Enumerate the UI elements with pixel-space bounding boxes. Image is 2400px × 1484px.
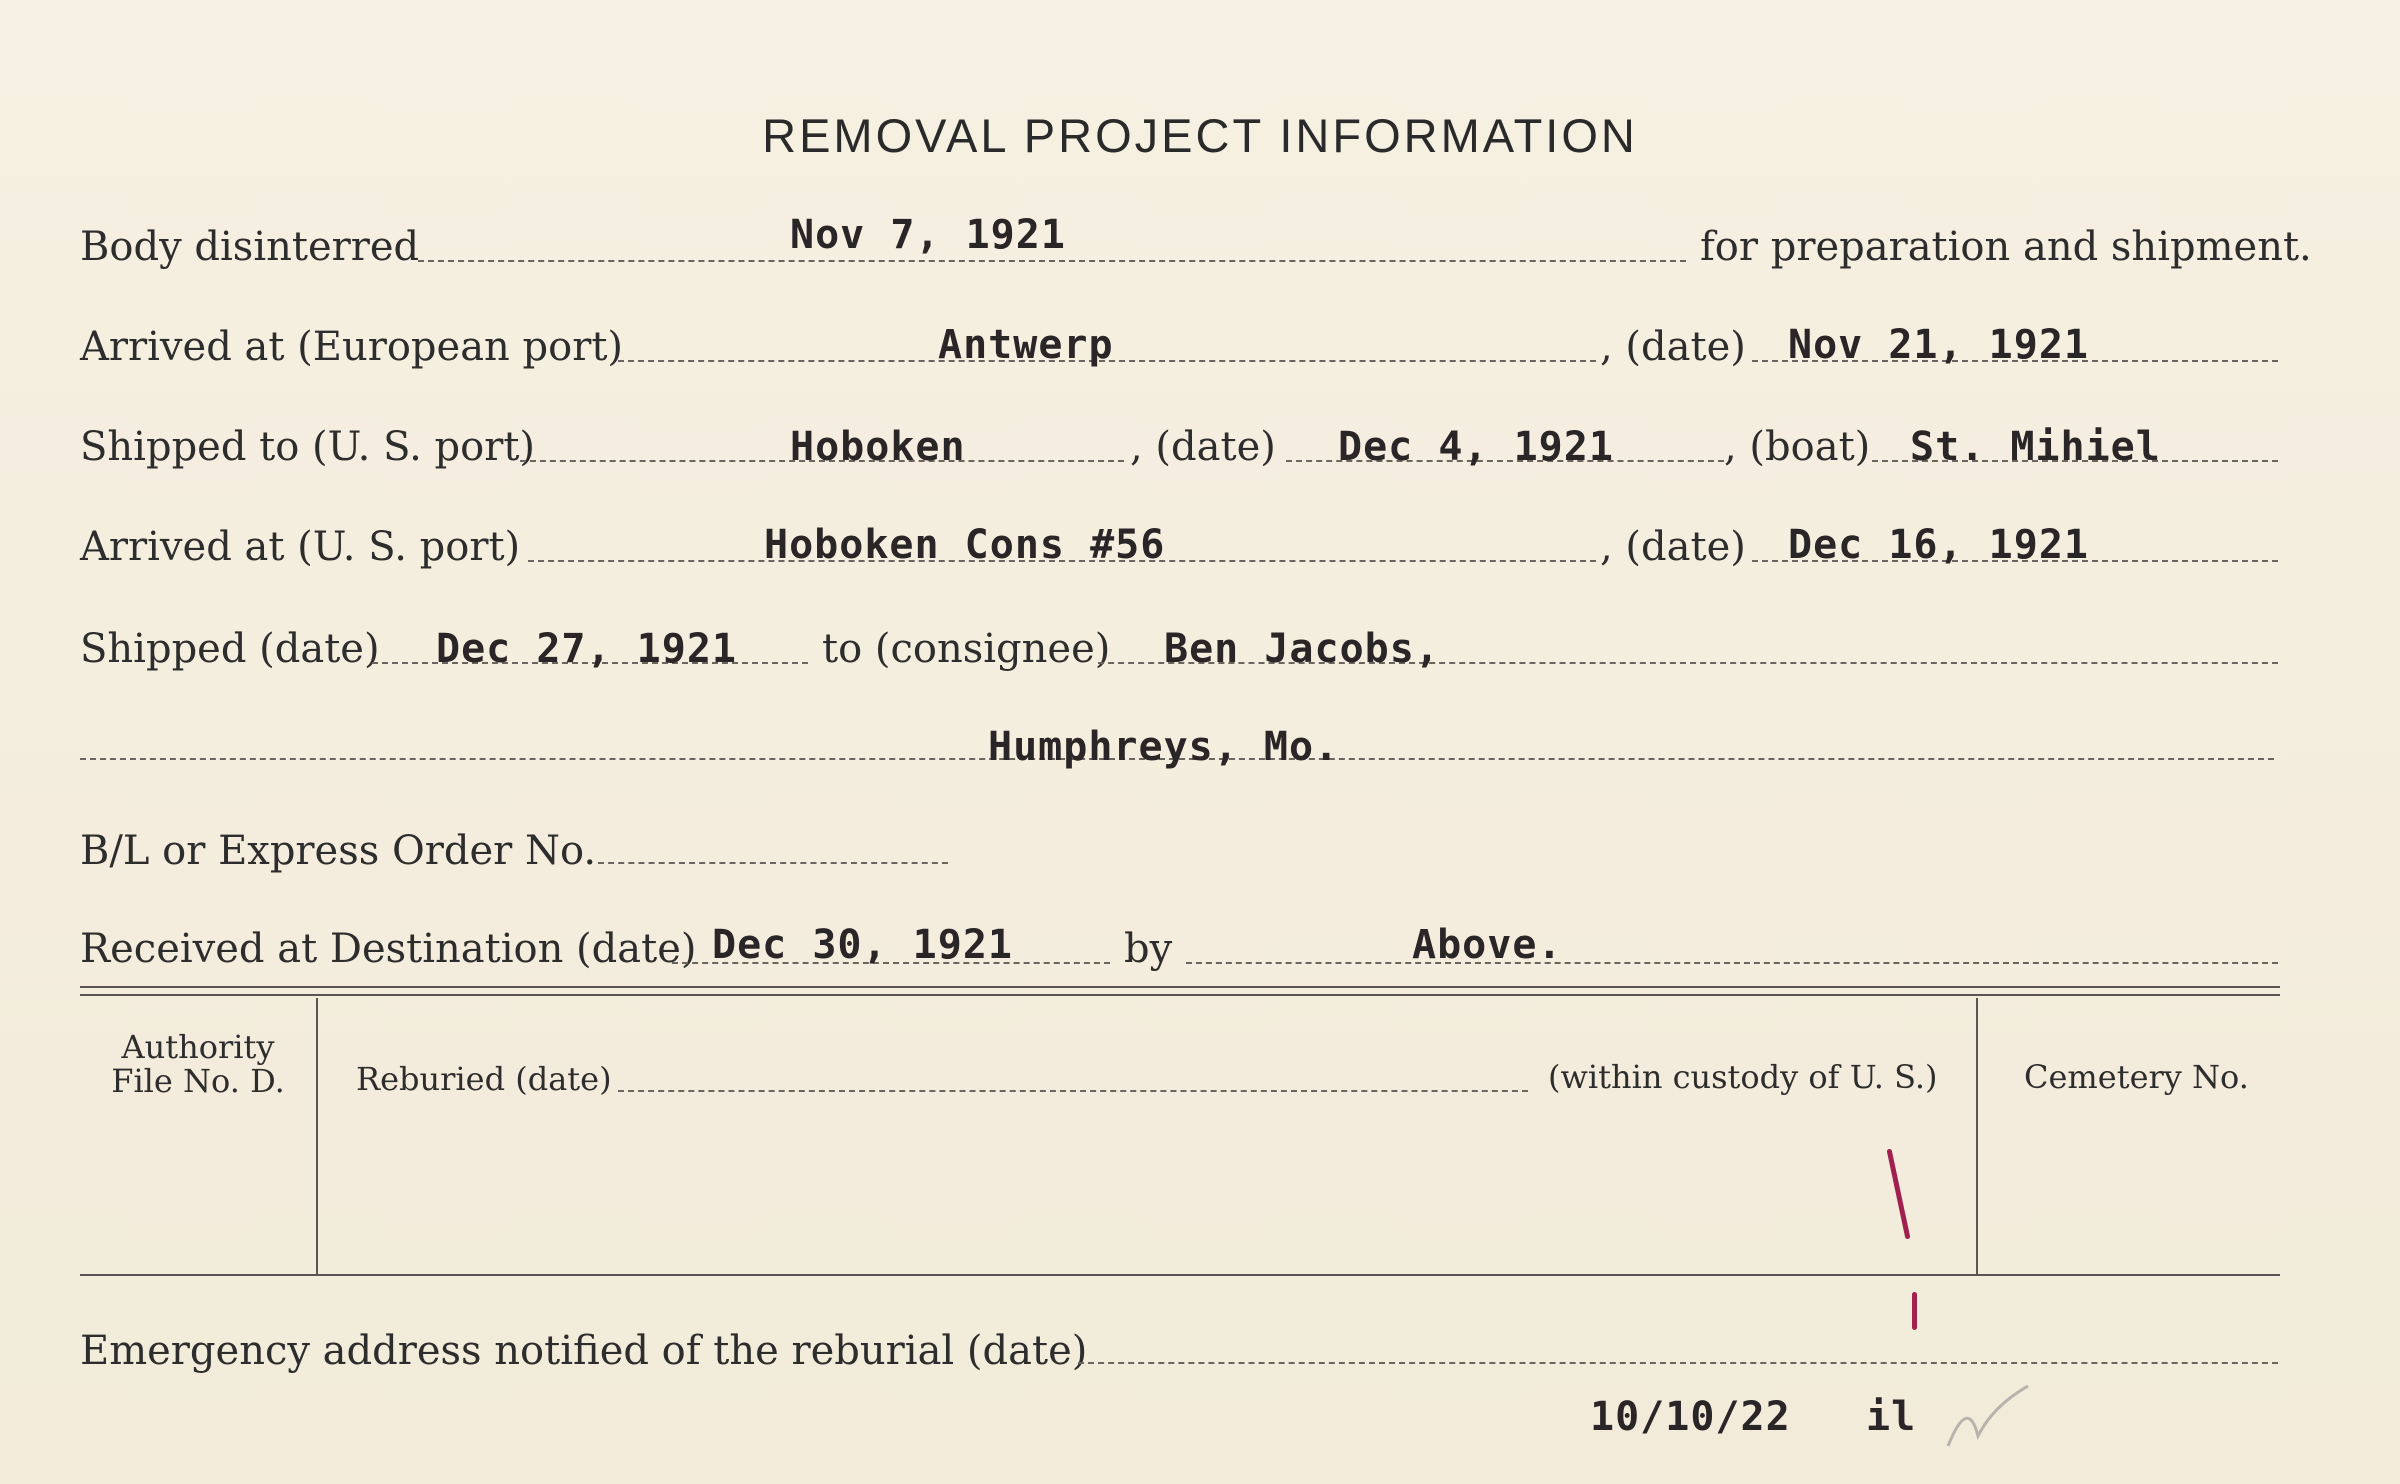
arrived-european-label: Arrived at (European port) xyxy=(80,324,624,370)
shipped-us-boat-label: , (boat) xyxy=(1724,424,1871,470)
box-bottom-line xyxy=(80,1274,2280,1276)
bl-order-label: B/L or Express Order No. xyxy=(80,828,597,874)
box-top-line-1 xyxy=(80,986,2280,988)
shipped-date-value: Dec 27, 1921 xyxy=(436,626,737,672)
arrived-european-date-value: Nov 21, 1921 xyxy=(1788,322,2089,368)
emergency-line xyxy=(1078,1362,2278,1364)
stamp-initials: il xyxy=(1866,1394,1917,1440)
arrived-european-value: Antwerp xyxy=(938,322,1114,368)
stamp-date: 10/10/22 xyxy=(1590,1394,1791,1440)
consignee-value: Ben Jacobs, xyxy=(1164,626,1440,672)
received-by-line xyxy=(1186,962,2278,964)
arrived-us-value: Hoboken Cons #56 xyxy=(764,522,1166,568)
pen-mark-1 xyxy=(1886,1148,1910,1239)
box-top-line-2 xyxy=(80,994,2280,996)
box-divider-left xyxy=(316,998,318,1274)
authority-label xyxy=(84,1030,312,1098)
authority-label-line-1: Authority xyxy=(121,1028,275,1066)
arrived-us-date-label: , (date) xyxy=(1600,524,1746,570)
authority-label-line-2: File No. D. xyxy=(111,1062,285,1100)
pen-mark-2 xyxy=(1912,1292,1917,1330)
body-disinterred-value: Nov 7, 1921 xyxy=(790,212,1066,258)
arrived-us-label: Arrived at (U. S. port) xyxy=(80,524,521,570)
received-label: Received at Destination (date) xyxy=(80,926,697,972)
received-by-value: Above. xyxy=(1412,922,1563,968)
shipped-us-boat-value: St. Mihiel xyxy=(1910,424,2161,470)
consignee-label: to (consignee) xyxy=(822,626,1111,672)
bl-order-line xyxy=(598,862,948,864)
reburied-line xyxy=(618,1090,1528,1092)
box-divider-right xyxy=(1976,998,1978,1274)
arrived-us-date-value: Dec 16, 1921 xyxy=(1788,522,2089,568)
consignee-address-value: Humphreys, Mo. xyxy=(988,724,1340,770)
body-disinterred-label: Body disinterred xyxy=(80,224,420,270)
shipped-us-value: Hoboken xyxy=(790,424,966,470)
custody-label: (within custody of U. S.) xyxy=(1548,1058,1938,1096)
arrived-european-date-label: , (date) xyxy=(1600,324,1746,370)
emergency-label: Emergency address notified of the reburial (date) xyxy=(80,1328,1088,1374)
shipped-us-date-value: Dec 4, 1921 xyxy=(1338,424,1614,470)
body-disinterred-line xyxy=(418,260,1686,262)
received-value: Dec 30, 1921 xyxy=(712,922,1013,968)
card-title xyxy=(0,108,2400,163)
title-text: REMOVAL PROJECT INFORMATION xyxy=(762,109,1638,162)
shipped-us-date-label: , (date) xyxy=(1130,424,1276,470)
body-disinterred-suffix: for preparation and shipment. xyxy=(1700,224,2312,270)
cemetery-label: Cemetery No. xyxy=(2024,1058,2249,1096)
shipped-date-label: Shipped (date) xyxy=(80,626,380,672)
received-by-label: by xyxy=(1124,926,1173,972)
handwritten-mark xyxy=(1938,1376,2038,1466)
shipped-us-label: Shipped to (U. S. port) xyxy=(80,424,535,470)
reburied-label: Reburied (date) xyxy=(356,1060,612,1098)
